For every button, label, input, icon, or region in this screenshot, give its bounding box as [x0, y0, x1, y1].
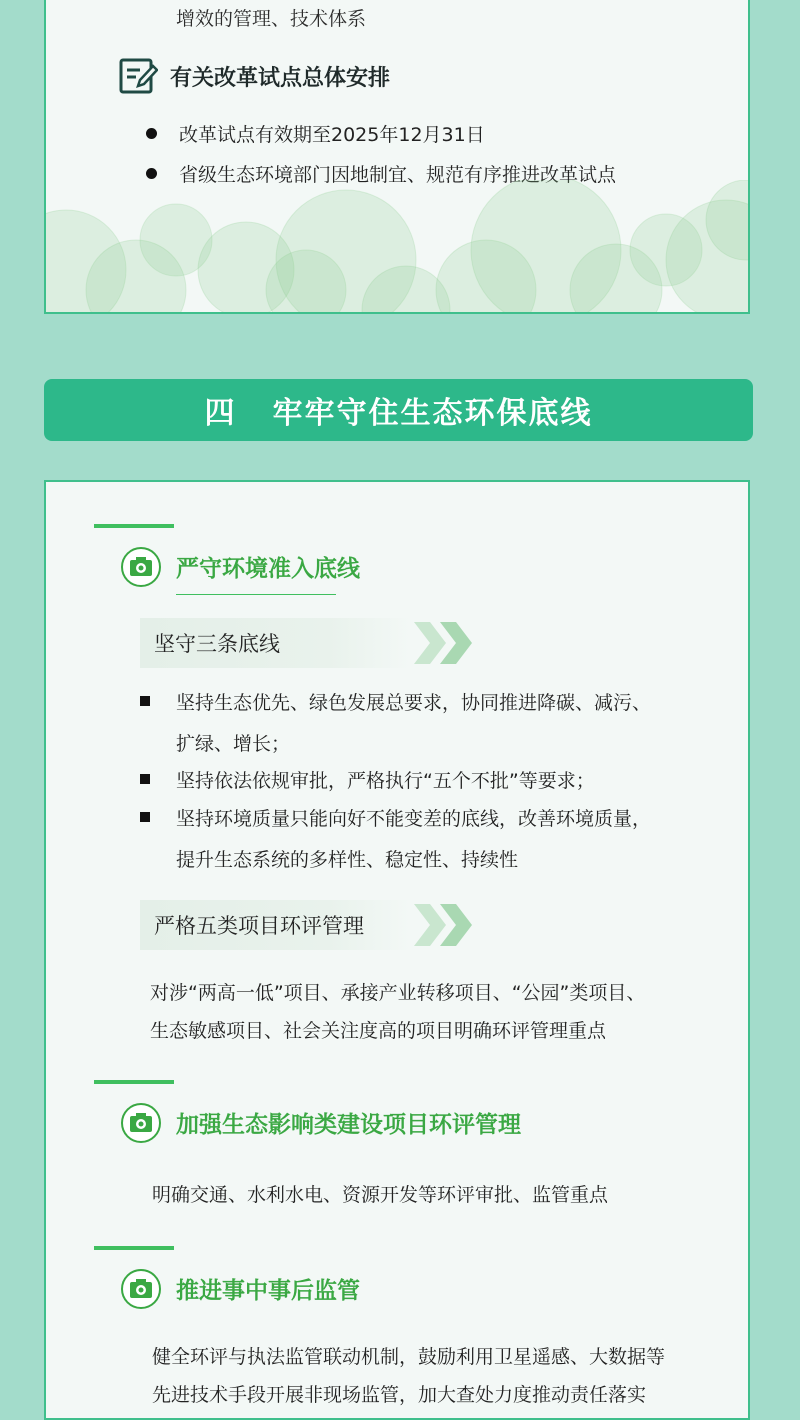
intro-card	[44, 0, 750, 314]
section-banner	[44, 379, 753, 441]
tag-text: 严格五类项目环评管理	[154, 914, 364, 938]
camera-icon	[120, 1102, 162, 1144]
accent-bar	[94, 1080, 174, 1084]
list-item-line: 坚持生态优先、绿色发展总要求，协同推进降碳、减污、	[176, 692, 652, 714]
paragraph-line: 健全环评与执法监管联动机制，鼓励利用卫星遥感、大数据等	[152, 1346, 666, 1368]
square-bullet	[140, 696, 150, 706]
list-item	[140, 804, 651, 872]
decorative-circles	[46, 180, 750, 314]
edit-icon	[118, 56, 158, 96]
double-chevron-icon	[410, 618, 480, 668]
intro-line: 增效的管理、技术体系	[176, 8, 367, 30]
bullet-item	[146, 120, 485, 147]
subheading-underline	[176, 594, 336, 595]
list-item-line: 提升生态系统的多样性、稳定性、持续性	[176, 849, 519, 871]
bullet-dot	[146, 168, 157, 179]
bullet-dot	[146, 128, 157, 139]
list-item-line: 扩绿、增长；	[176, 733, 291, 755]
accent-bar	[94, 524, 174, 528]
paragraph-line: 先进技术手段开展非现场监管，加大查处力度推动责任落实	[152, 1384, 647, 1406]
bullet-text: 省级生态环境部门因地制宜、规范有序推进改革试点	[179, 164, 617, 186]
accent-bar	[94, 1246, 174, 1250]
bullet-text: 改革试点有效期至2025年12月31日	[179, 124, 485, 146]
subheading-title: 严守环境准入底线	[176, 556, 360, 582]
camera-icon	[120, 546, 162, 588]
subheading-title: 加强生态影响类建设项目环评管理	[176, 1112, 521, 1138]
list-item	[140, 766, 595, 793]
main-card	[44, 480, 750, 1420]
list-item-line: 坚持依法依规审批，严格执行“五个不批”等要求；	[176, 770, 595, 792]
list-item-line: 坚持环境质量只能向好不能变差的底线，改善环境质量，	[176, 808, 652, 830]
tag-three-baselines	[140, 618, 410, 668]
heading-title: 有关改革试点总体安排	[170, 65, 391, 91]
section-number: 四	[204, 396, 237, 431]
tag-five-categories	[140, 900, 410, 950]
subheading-title: 推进事中事后监管	[176, 1278, 360, 1304]
paragraph-line: 对涉“两高一低”项目、承接产业转移项目、“公园”类项目、	[150, 982, 646, 1004]
paragraph-line: 明确交通、水利水电、资源开发等环评审批、监管重点	[152, 1184, 609, 1206]
square-bullet	[140, 812, 150, 822]
tag-text: 坚守三条底线	[154, 632, 280, 656]
square-bullet	[140, 774, 150, 784]
section-title: 牢牢守住生态环保底线	[272, 396, 593, 431]
heading-pilot-arrangement	[118, 56, 390, 96]
camera-icon	[120, 1268, 162, 1310]
double-chevron-icon	[410, 900, 480, 950]
paragraph-line: 生态敏感项目、社会关注度高的项目明确环评管理重点	[150, 1020, 607, 1042]
list-item	[140, 688, 651, 756]
